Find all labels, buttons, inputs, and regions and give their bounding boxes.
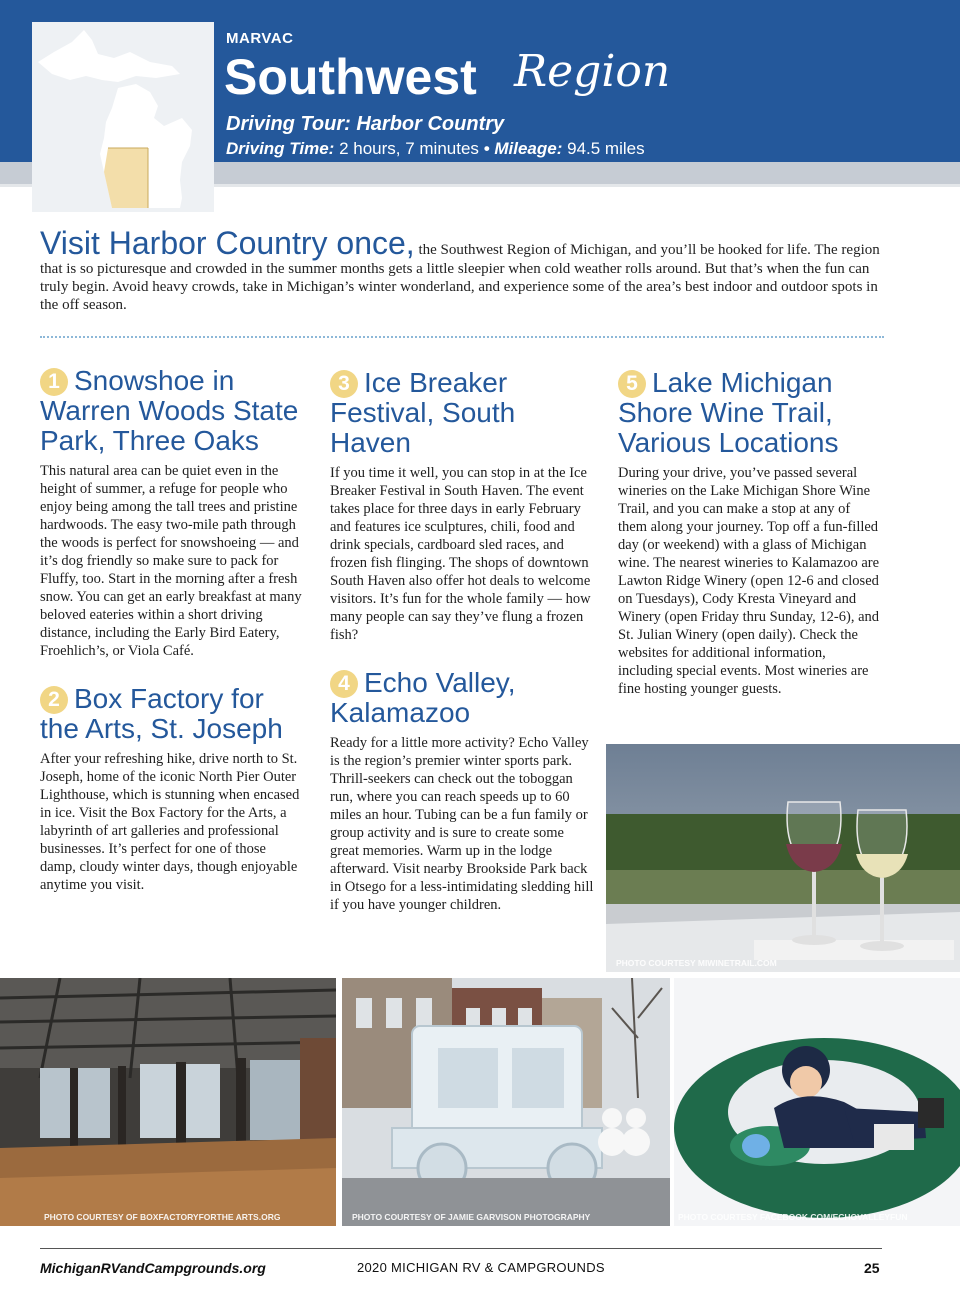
section-2-body: After your refreshing hike, drive north to St. Joseph, home of the iconic North Pier Outer Lighthouse, which is stunning when encased in ice. Visit the Box Factory for the Arts, a labyrinth of art galleries and professional businesses. It’s perfect for one of those damp, cloudy winter days, though enjoyable anytime you visit.	[40, 751, 300, 893]
column-left	[40, 366, 304, 894]
section-1-heading	[40, 366, 304, 456]
mileage-value: 94.5 miles	[567, 139, 645, 158]
section-5-heading	[618, 368, 882, 458]
intro-paragraph	[40, 226, 882, 314]
box-factory-photo	[0, 978, 336, 1226]
page-number: 25	[864, 1260, 880, 1276]
section-2-title: Box Factory for the Arts, St. Joseph	[40, 683, 283, 744]
section-2-number: 2	[40, 686, 68, 714]
section-1-number: 1	[40, 368, 68, 396]
section-4-title: Echo Valley, Kalamazoo	[330, 667, 516, 728]
region-script-title: Region	[514, 46, 671, 97]
mileage-label: Mileage:	[494, 139, 563, 158]
ice-sculpture-photo	[342, 978, 670, 1226]
bullet-separator: •	[483, 139, 490, 158]
section-5-title: Lake Michigan Shore Wine Trail, Various Locations	[618, 367, 839, 458]
ice-photo-credit: PHOTO COURTESY OF JAMIE GARVISON PHOTOGRAPHY	[352, 1212, 591, 1222]
dotted-divider	[40, 336, 884, 338]
section-5-number: 5	[618, 370, 646, 398]
column-right	[618, 368, 882, 698]
footer-publication: 2020 MICHIGAN RV & CAMPGROUNDS	[357, 1260, 605, 1275]
tube-photo-credit: PHOTO COURTESY FACEBOOK.COM/ECHOVALLEYFUN	[678, 1212, 908, 1222]
michigan-map-icon	[32, 22, 214, 212]
section-4-heading	[330, 668, 594, 728]
section-4-body: Ready for a little more activity? Echo Valley is the region’s premier winter sports park. Thrill-seekers can check out the toboggan run, where you can reach speeds up to 60 miles an hour. Tubing can be a fun family or group activity and is sure to create some great memories. Warm up in the lodge afterward. Visit nearby Brookside Park back in Otsego for a less-intimidating sledding hill if you have younger children.	[330, 735, 594, 913]
brand-name: MARVAC	[226, 30, 294, 47]
driving-time-value: 2 hours, 7 minutes	[339, 139, 479, 158]
section-1-body: This natural area can be quiet even in the height of summer, a refuge for people who enjoy being among the tall trees and pristine hardwoods. The easy two-mile path through the woods is perfect for snowshoeing — and it’s dog friendly so make sure to pack for Fluffy, too. Start in the morning after a fresh snow. You can get an early breakfast at many beloved eateries within a short driving distance, including the Early Bird Eatery, Froehlich’s, or Viola Café.	[40, 463, 302, 659]
intro-lead: Visit Harbor Country once,	[40, 225, 415, 261]
intro-body: the Southwest Region of Michigan, and you’ll be hooked for life. The region that is so picturesque and crowded in the summer months gets a little sleepier when cold weather rolls around. But that’s when the fun can truly begin. Avoid heavy crowds, take in Michigan’s winter wonderland, and experience some of the area’s best indoor and outdoor spots in the off season.	[40, 242, 880, 313]
region-title: Southwest	[224, 49, 477, 105]
column-middle	[330, 368, 594, 914]
footer-rule	[40, 1248, 882, 1249]
section-1-title: Snowshoe in Warren Woods State Park, Three Oaks	[40, 365, 299, 456]
snow-tube-photo	[674, 978, 960, 1226]
footer-website: MichiganRVandCampgrounds.org	[40, 1260, 266, 1276]
wine-glasses-photo	[606, 744, 960, 972]
section-2-heading	[40, 684, 304, 744]
driving-tour-title: Driving Tour: Harbor Country	[226, 113, 505, 135]
section-3-heading	[330, 368, 594, 458]
section-3-number: 3	[330, 370, 358, 398]
section-5-body: During your drive, you’ve passed several wineries on the Lake Michigan Shore Wine Trail, and you can make a stop at any of them along your journey. Top off a fun-filled day (or weekend) with a glass of Michigan wine. The nearest wineries to Kalamazoo are Lawton Ridge Winery (open 12-6 and closed on Tuesdays), Cody Kresta Vineyard and Winery (open Friday thru Sunday, 12-6), and St. Julian Winery (open daily). Check the websites for additional information, including special events. Most wineries are fine hosting younger guests.	[618, 465, 880, 697]
driving-time-label: Driving Time:	[226, 139, 335, 158]
driving-time-line	[226, 139, 645, 159]
section-4-number: 4	[330, 670, 358, 698]
section-3-body: If you time it well, you can stop in at the Ice Breaker Festival in South Haven. The event takes place for three days in early February and features ice sculptures, chili, food and drink specials, cardboard sled races, and frozen fish flinging. The shops of downtown South Haven also offer hot deals to welcome visitors. It’s fun for the whole family — how many people can say they’ve flung a frozen fish?	[330, 465, 591, 643]
wine-photo-credit: PHOTO COURTESY MIWINETRAIL.COM	[616, 958, 777, 968]
section-3-title: Ice Breaker Festival, South Haven	[330, 367, 516, 458]
box-factory-photo-credit: PHOTO COURTESY OF BOXFACTORYFORTHE ARTS.ORG	[44, 1212, 281, 1222]
